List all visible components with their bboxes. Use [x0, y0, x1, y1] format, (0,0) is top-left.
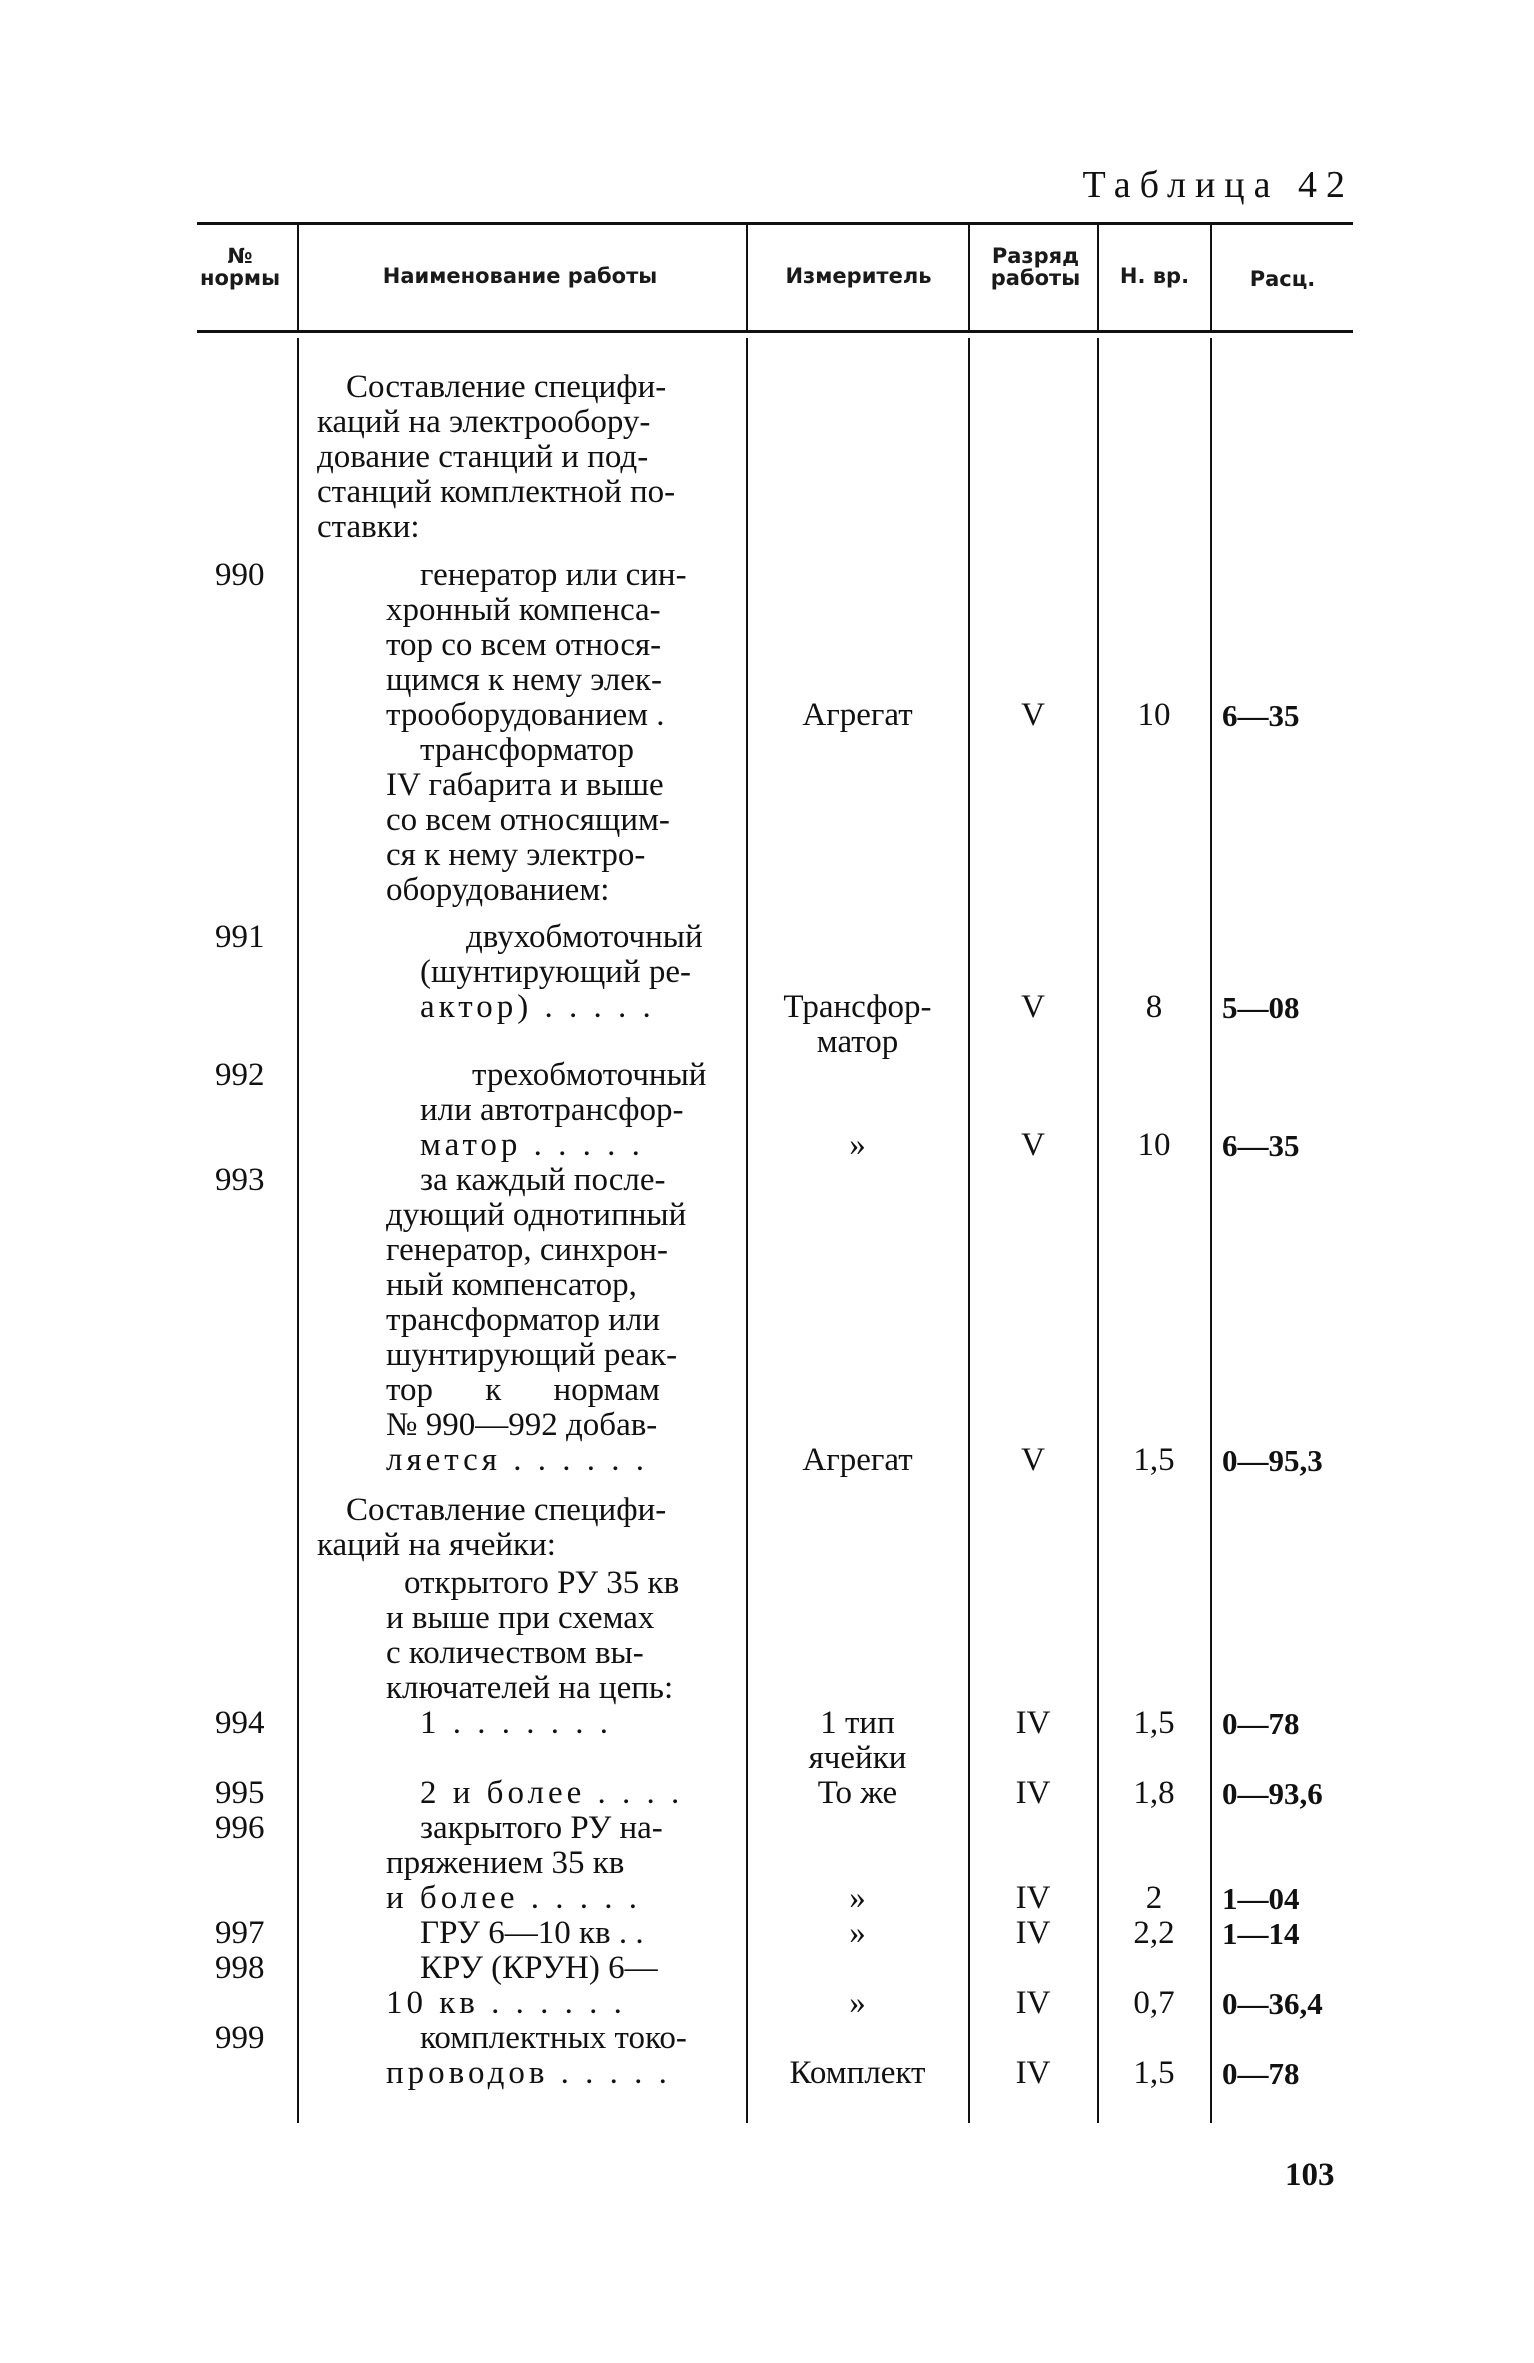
rate-cell: 1—14 [1222, 1916, 1300, 1951]
work-text-line: хронный компенса- [386, 592, 661, 628]
rate-cell: 6—35 [1222, 1128, 1300, 1163]
rate-cell: 0—36,4 [1222, 1986, 1323, 2021]
meter-cell: Агрегат [802, 697, 913, 733]
work-text-line: генератор, синхрон- [386, 1232, 668, 1268]
norm-number: 994 [215, 1705, 265, 1741]
work-text-line: со всем относящим- [386, 802, 670, 838]
grade-cell: V [1021, 697, 1045, 733]
work-text-line: Составление специфи- [346, 1492, 667, 1528]
rate-cell: 6—35 [1222, 698, 1300, 733]
work-text-line: дующий однотипный [386, 1197, 687, 1233]
body-col-divider [297, 338, 299, 2123]
work-text-line: генератор или син- [420, 557, 687, 593]
work-text-line: ставки: [317, 509, 420, 545]
work-text-line: каций на ячейки: [317, 1527, 556, 1563]
norm-number: 995 [215, 1775, 265, 1811]
work-text-line: актор) . . . . . [420, 989, 655, 1025]
work-text-line: ляется . . . . . . [386, 1442, 648, 1478]
work-text-line: щимся к нему элек- [386, 662, 662, 698]
header-col-divider [297, 225, 299, 330]
work-text-line: станций комплектной по- [317, 474, 676, 510]
meter-cell-continued: ячейки [808, 1740, 907, 1776]
work-text-line: с количеством вы- [386, 1635, 644, 1671]
grade-cell: IV [1015, 1705, 1051, 1741]
table-caption: Таблица 42 [1082, 164, 1354, 206]
header-grade: Разряд работы [990, 244, 1081, 291]
hours-cell: 1,5 [1133, 2055, 1175, 2091]
meter-cell: » [849, 1985, 866, 2021]
work-text-line: 2 и более . . . . [420, 1775, 684, 1811]
header-top-rule [197, 222, 1353, 225]
hours-cell: 1,8 [1133, 1775, 1175, 1811]
norm-number: 990 [215, 557, 265, 593]
hours-cell: 8 [1145, 989, 1163, 1025]
work-text-line: проводов . . . . . [386, 2055, 671, 2091]
work-text-line: и выше при схемах [386, 1600, 655, 1636]
work-text-line: открытого РУ 35 кв [404, 1565, 680, 1601]
work-text-line: и более . . . . . [386, 1880, 642, 1916]
work-text-line: пряжением 35 кв [386, 1845, 625, 1881]
meter-cell: Комплект [789, 2055, 926, 2091]
header-rate: Расц. [1249, 267, 1316, 291]
norm-number: 991 [215, 919, 265, 955]
hours-cell: 10 [1137, 1127, 1171, 1163]
work-text-line: IV габарита и выше [386, 767, 664, 803]
header-work-name: Наименование работы [382, 264, 658, 288]
grade-cell: IV [1015, 1880, 1051, 1916]
work-text-line: тор со всем относя- [386, 627, 662, 663]
rate-cell: 0—95,3 [1222, 1443, 1323, 1478]
work-text-line: 10 кв . . . . . . [386, 1985, 626, 2021]
grade-cell: V [1021, 1442, 1045, 1478]
work-text-line: дование станций и под- [317, 439, 649, 475]
meter-cell: » [849, 1880, 866, 1916]
meter-cell-continued: матор [816, 1024, 899, 1060]
header-norm-no: № нормы [199, 244, 281, 291]
work-text-line: закрытого РУ на- [420, 1810, 663, 1846]
norm-number: 996 [215, 1810, 265, 1846]
work-text-line: или автотрансфор- [420, 1092, 684, 1128]
body-col-divider [746, 338, 748, 2123]
meter-cell: Трансфор- [783, 989, 932, 1025]
body-col-divider [1097, 338, 1099, 2123]
work-text-line: ключателей на цепь: [386, 1670, 674, 1706]
grade-cell: IV [1015, 1985, 1051, 2021]
work-text-line: трехобмоточный [472, 1057, 707, 1093]
header-hours: Н. вр. [1119, 264, 1190, 288]
work-text-line: Составление специфи- [346, 369, 667, 405]
work-text-line: каций на электрообору- [317, 404, 651, 440]
norm-number: 993 [215, 1162, 265, 1198]
meter-cell: » [849, 1127, 866, 1163]
work-text-line: ся к нему электро- [386, 837, 646, 873]
work-text-line: матор . . . . . [420, 1127, 644, 1163]
header-col-divider [1210, 225, 1212, 330]
hours-cell: 0,7 [1133, 1985, 1175, 2021]
body-col-divider [1210, 338, 1212, 2123]
header-bottom-rule [197, 330, 1353, 333]
work-text-line: (шунтирующий ре- [420, 954, 691, 990]
work-text-line: шунтирующий реак- [386, 1337, 678, 1373]
rate-cell: 5—08 [1222, 990, 1300, 1025]
work-text-line: ный компенсатор, [386, 1267, 637, 1303]
rate-cell: 1—04 [1222, 1881, 1300, 1916]
header-col-divider [968, 225, 970, 330]
grade-cell: V [1021, 989, 1045, 1025]
header-col-divider [1097, 225, 1099, 330]
norm-number: 999 [215, 2020, 265, 2056]
header-col-divider [746, 225, 748, 330]
hours-cell: 2 [1145, 1880, 1163, 1916]
work-text-line: ГРУ 6—10 кв . . [420, 1915, 644, 1951]
meter-cell: Агрегат [802, 1442, 913, 1478]
hours-cell: 2,2 [1133, 1915, 1175, 1951]
work-text-line: тор к нормам [386, 1372, 660, 1408]
meter-cell: » [849, 1915, 866, 1951]
work-text-line: оборудованием: [386, 872, 610, 908]
meter-cell: То же [817, 1775, 898, 1811]
page-number: 103 [1285, 2157, 1335, 2193]
work-text-line: трооборудованием . [386, 697, 665, 733]
grade-cell: IV [1015, 2055, 1051, 2091]
work-text-line: трансформатор или [386, 1302, 661, 1338]
hours-cell: 1,5 [1133, 1705, 1175, 1741]
grade-cell: IV [1015, 1775, 1051, 1811]
norm-number: 997 [215, 1915, 265, 1951]
work-text-line: трансформатор [420, 732, 635, 768]
work-text-line: комплектных токо- [420, 2020, 687, 2056]
rate-cell: 0—78 [1222, 1706, 1300, 1741]
work-text-line: двухобмоточный [466, 919, 703, 955]
hours-cell: 10 [1137, 697, 1171, 733]
norm-number: 998 [215, 1950, 265, 1986]
meter-cell: 1 тип [820, 1705, 895, 1741]
work-text-line: за каждый после- [420, 1162, 666, 1198]
work-text-line: № 990—992 добав- [386, 1407, 658, 1443]
work-text-line: 1 . . . . . . . [420, 1705, 612, 1741]
norm-number: 992 [215, 1057, 265, 1093]
rate-cell: 0—93,6 [1222, 1776, 1323, 1811]
body-col-divider [968, 338, 970, 2123]
work-text-line: КРУ (КРУН) 6— [420, 1950, 658, 1986]
rate-cell: 0—78 [1222, 2056, 1300, 2091]
grade-cell: V [1021, 1127, 1045, 1163]
grade-cell: IV [1015, 1915, 1051, 1951]
hours-cell: 1,5 [1133, 1442, 1175, 1478]
header-meter: Измеритель [785, 264, 932, 288]
